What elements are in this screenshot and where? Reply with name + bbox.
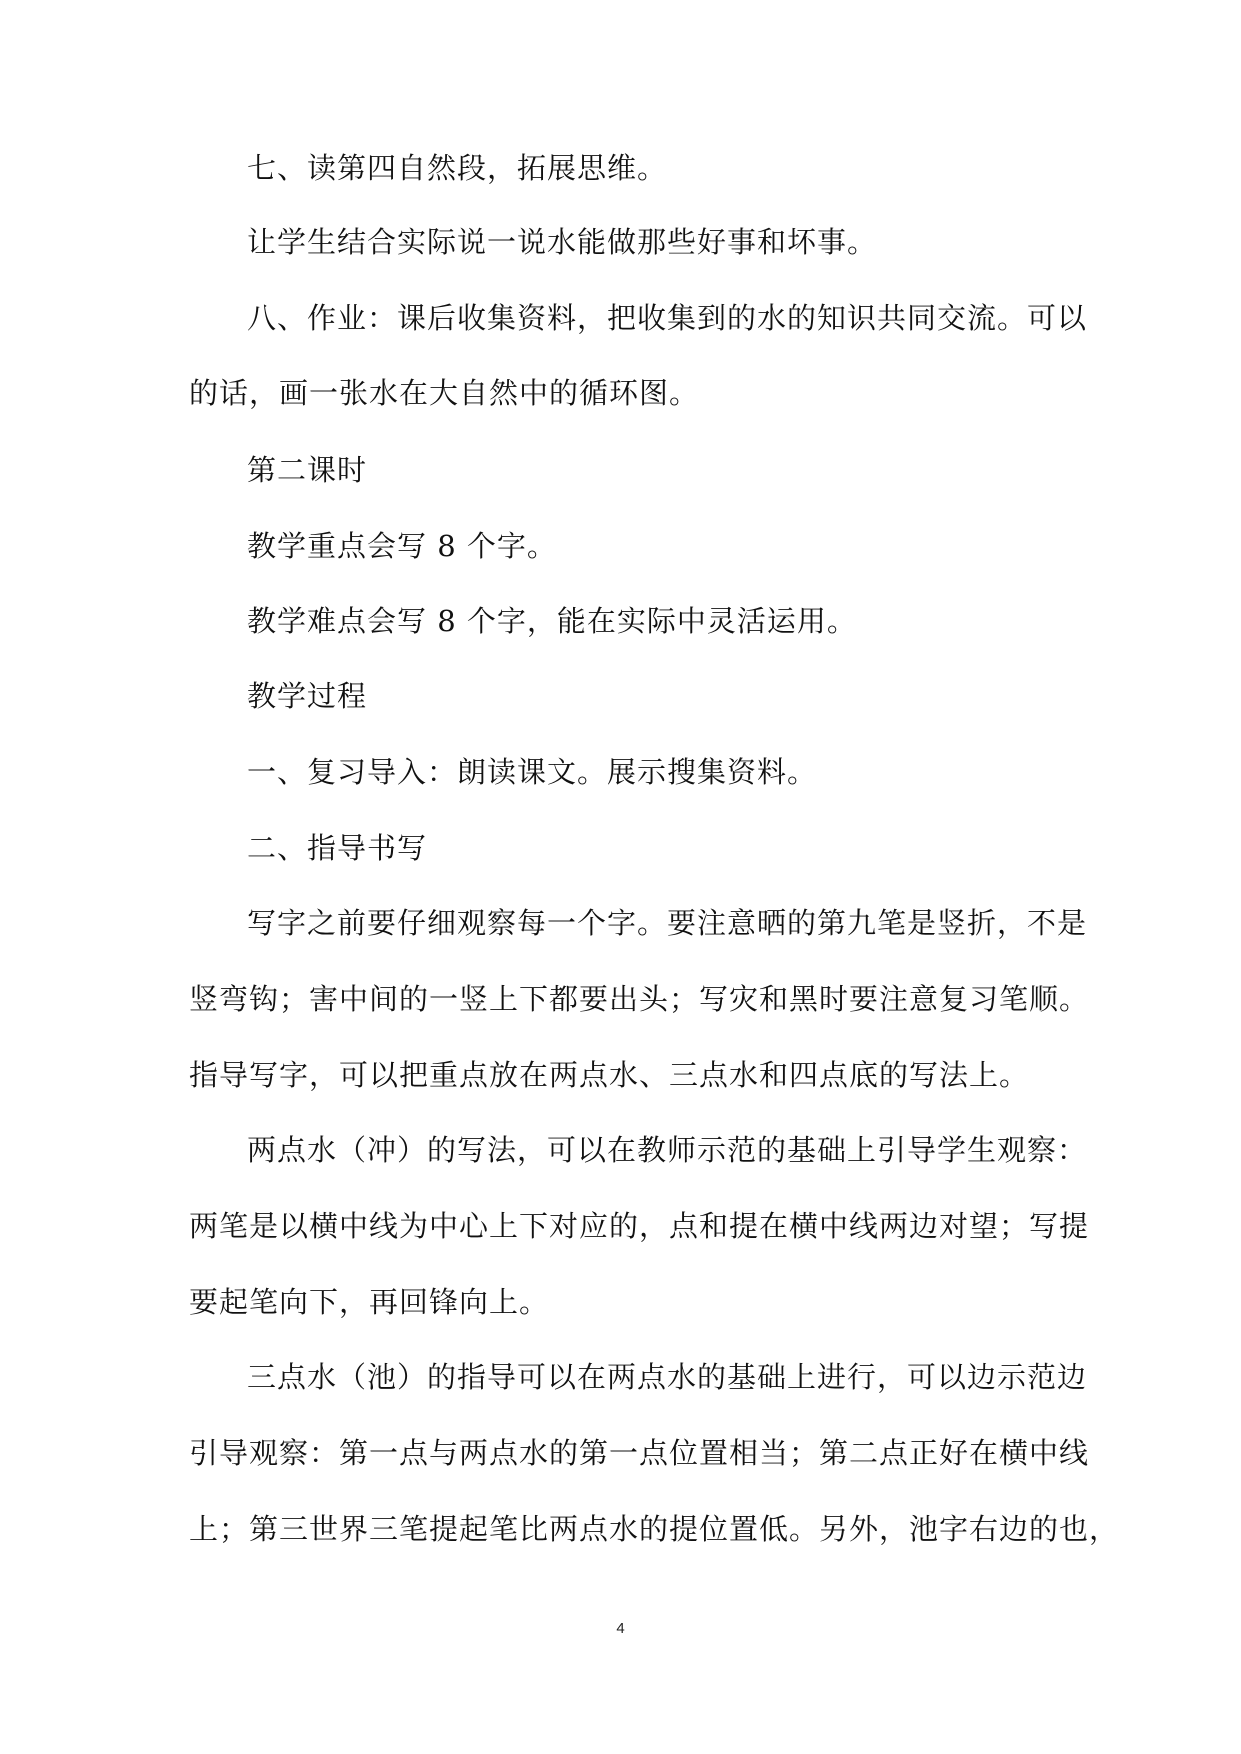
section-heading: 教学过程: [247, 679, 368, 713]
paragraph-line: 让学生结合实际说一说水能做那些好事和坏事。: [247, 225, 878, 259]
paragraph-line: 指导写字，可以把重点放在两点水、三点水和四点底的写法上。: [189, 1058, 1030, 1092]
section-heading: 第二课时: [247, 453, 368, 487]
paragraph-line: 的话，画一张水在大自然中的循环图。: [189, 376, 700, 410]
page-number: 4: [616, 1620, 625, 1637]
paragraph-line: 两点水（冲）的写法，可以在教师示范的基础上引导学生观察：: [247, 1133, 1088, 1167]
paragraph-line: 二、指导书写: [247, 831, 428, 865]
paragraph-line: 上；第三世界三笔提起笔比两点水的提位置低。另外，池字右边的也，: [189, 1512, 1120, 1546]
paragraph-line: 引导观察：第一点与两点水的第一点位置相当；第二点正好在横中线: [189, 1436, 1090, 1470]
paragraph-line: 教学重点会写 8 个字。: [247, 529, 557, 563]
paragraph-line: 竖弯钩；害中间的一竖上下都要出头；写灾和黑时要注意复习笔顺。: [189, 982, 1090, 1016]
paragraph-line: 七、读第四自然段，拓展思维。: [247, 151, 668, 185]
paragraph-line: 八、作业：课后收集资料，把收集到的水的知识共同交流。可以: [247, 301, 1088, 335]
paragraph-line: 要起笔向下，再回锋向上。: [189, 1285, 550, 1319]
paragraph-line: 两笔是以横中线为中心上下对应的，点和提在横中线两边对望；写提: [189, 1209, 1090, 1243]
paragraph-line: 写字之前要仔细观察每一个字。要注意晒的第九笔是竖折，不是: [247, 906, 1088, 940]
paragraph-line: 三点水（池）的指导可以在两点水的基础上进行，可以边示范边: [247, 1360, 1088, 1394]
paragraph-line: 一、复习导入：朗读课文。展示搜集资料。: [247, 755, 818, 789]
paragraph-line: 教学难点会写 8 个字，能在实际中灵活运用。: [247, 604, 857, 638]
